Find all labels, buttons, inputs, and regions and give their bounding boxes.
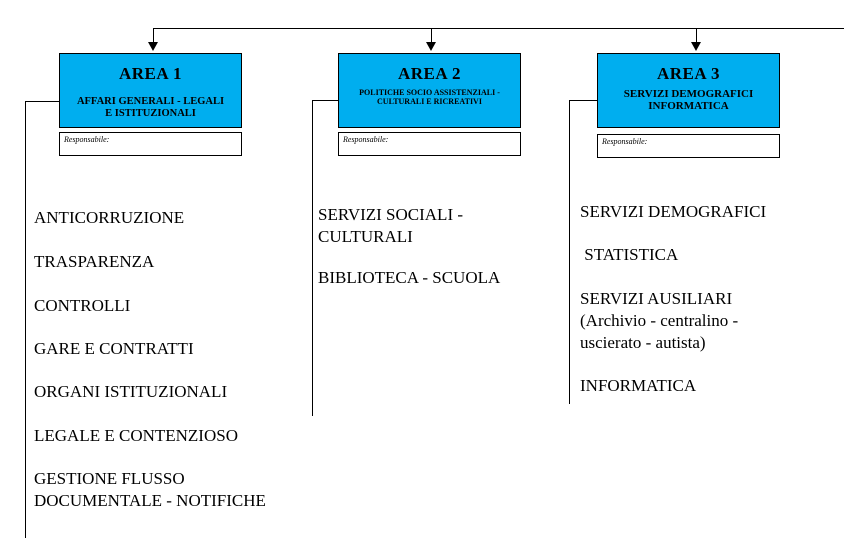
- bracket-line-area-3-h: [569, 100, 597, 101]
- bracket-line-area-1-h: [25, 101, 59, 102]
- service-item: LEGALE E CONTENZIOSO: [34, 426, 238, 445]
- bracket-line-area-1-v: [25, 101, 26, 538]
- area-2-box: [338, 53, 521, 128]
- area-2-subtitle: POLITICHE SOCIO ASSISTENZIALI - CULTURALI E RICREATIVI: [359, 88, 500, 106]
- bracket-line-area-2-v: [312, 100, 313, 416]
- service-item: STATISTICA: [580, 245, 679, 264]
- area-1-title: AREA 1: [119, 64, 182, 83]
- bracket-line-area-3-v: [569, 100, 570, 404]
- service-item: GARE E CONTRATTI: [34, 339, 194, 358]
- arrow-down-icon: [691, 42, 701, 51]
- area-1-subtitle: AFFARI GENERALI - LEGALI E ISTITUZIONALI: [76, 96, 225, 119]
- arrow-down-icon: [426, 42, 436, 51]
- area-3-title: AREA 3: [657, 64, 720, 83]
- service-item: INFORMATICA: [580, 376, 697, 395]
- service-item: BIBLIOTECA - SCUOLA: [318, 268, 501, 287]
- area-1-box: [59, 53, 242, 128]
- area-3-box: [597, 53, 780, 128]
- service-item: GESTIONE FLUSSO DOCUMENTALE - NOTIFICHE: [34, 469, 266, 510]
- area-2-title: AREA 2: [398, 64, 461, 83]
- arrow-down-icon: [148, 42, 158, 51]
- responsabile-label: Responsabile:: [343, 135, 389, 144]
- service-item: ANTICORRUZIONE: [34, 208, 185, 227]
- service-item: SERVIZI DEMOGRAFICI: [580, 202, 767, 221]
- area-3-responsabile-box: [597, 134, 780, 158]
- service-item: SERVIZI AUSILIARI (Archivio - centralino - uscierato - autista): [580, 289, 739, 352]
- area-3-subtitle: SERVIZI DEMOGRAFICI INFORMATICA: [623, 88, 754, 112]
- top-connector-line: [153, 28, 844, 29]
- service-item: CONTROLLI: [34, 296, 131, 315]
- area-1-responsabile-box: [59, 132, 242, 156]
- bracket-line-area-2-h: [312, 100, 338, 101]
- service-item: ORGANI ISTITUZIONALI: [34, 382, 228, 401]
- area-2-responsabile-box: [338, 132, 521, 156]
- service-item: TRASPARENZA: [34, 252, 155, 271]
- responsabile-label: Responsabile:: [602, 137, 648, 146]
- service-item: SERVIZI SOCIALI - CULTURALI: [318, 205, 464, 246]
- responsabile-label: Responsabile:: [64, 135, 110, 144]
